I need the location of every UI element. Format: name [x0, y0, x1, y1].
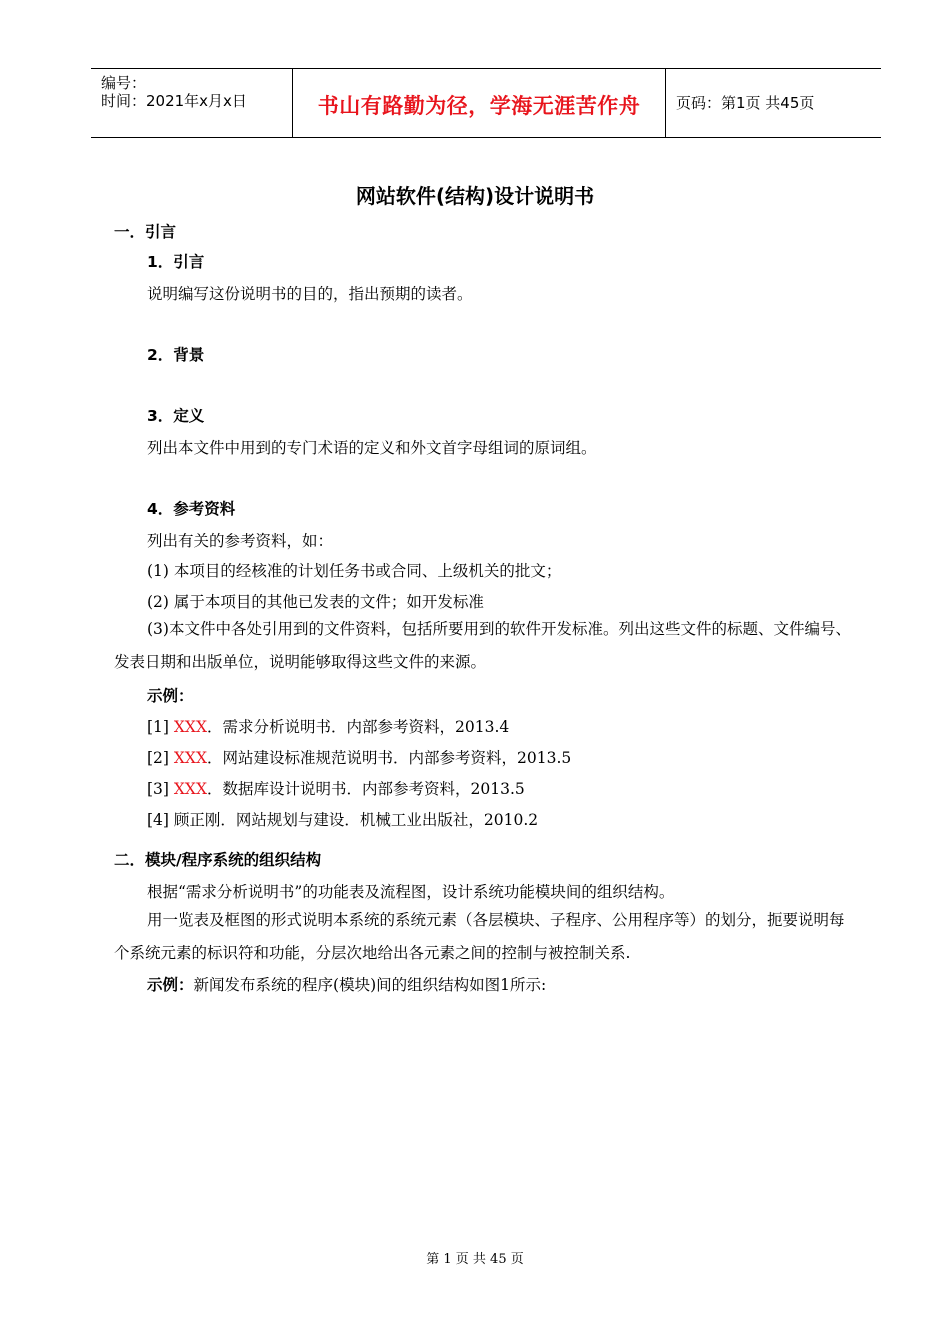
- ref-entry-4: [147, 808, 538, 830]
- ref-text: ．需求分析说明书．内部参考资料，2013.4: [207, 718, 510, 736]
- example-text: 新闻发布系统的程序(模块)间的组织结构如图1所示:: [193, 976, 547, 994]
- sub3-heading: 3．定义: [147, 407, 205, 425]
- header-page-code: 页码：第1页 共45页: [676, 94, 815, 112]
- example-label-1: 示例：: [147, 687, 194, 705]
- ref-author: XXX: [173, 718, 207, 736]
- ref-number: [1]: [147, 718, 174, 736]
- ref-text: ．网站建设标准规范说明书．内部参考资料，2013.5: [207, 749, 572, 767]
- ref-author: XXX: [173, 749, 207, 767]
- ref-entry-3: [147, 777, 525, 799]
- ref-number: [3]: [147, 780, 174, 798]
- sub4-intro: 列出有关的参考资料，如：: [147, 532, 334, 550]
- header-info-cell: [91, 69, 293, 137]
- ref-number: [4]: [147, 811, 174, 829]
- ref-entry-2: [147, 746, 571, 768]
- document-title: 网站软件(结构)设计说明书: [355, 184, 595, 208]
- section2-example: [147, 973, 546, 995]
- reference-item-1: (1) 本项目的经核准的计划任务书或合同、上级机关的批文；: [147, 562, 562, 580]
- header-motto: 书山有路勤为径，学海无涯苦作舟: [317, 94, 641, 118]
- sub4-heading: 4．参考资料: [147, 500, 236, 518]
- sub3-body: 列出本文件中用到的专门术语的定义和外文首字母组词的原词组。: [147, 439, 597, 457]
- sub2-heading: 2．背景: [147, 346, 205, 364]
- sub1-body: 说明编写这份说明书的目的，指出预期的读者。: [147, 285, 473, 303]
- header-motto-cell: [293, 69, 666, 137]
- time-label: 时间：2021年x月x日: [101, 92, 247, 110]
- ref-text: ．数据库设计说明书．内部参考资料，2013.5: [207, 780, 525, 798]
- page-header: [91, 68, 881, 138]
- sub1-heading: 1．引言: [147, 253, 205, 271]
- reference-item-3: (3)本文件中各处引用到的文件资料，包括所要用到的软件开发标准。列出这些文件的标题、文件编号、发表日期和出版单位，说明能够取得这些文件的来源。: [114, 620, 851, 671]
- reference-item-2: (2) 属于本项目的其他已发表的文件；如开发标准: [147, 593, 484, 611]
- section2-para1: 根据“需求分析说明书”的功能表及流程图，设计系统功能模块间的组织结构。: [147, 883, 675, 901]
- section1-heading: 一．引言: [114, 223, 177, 241]
- ref-entry-1: [147, 715, 509, 737]
- header-page-cell: [666, 69, 881, 137]
- section2-heading: 二．模块/程序系统的组织结构: [114, 851, 322, 869]
- ref-number: [2]: [147, 749, 174, 767]
- section2-para2: 用一览表及框图的形式说明本系统的系统元素（各层模块、子程序、公用程序等）的划分，扼要说明每个系统元素的标识符和功能，分层次地给出各元素之间的控制与被控制关系.: [114, 911, 845, 962]
- ref-author: XXX: [173, 780, 207, 798]
- ref-text: 顾正刚．网站规划与建设．机械工业出版社，2010.2: [173, 811, 539, 829]
- serial-label: 编号：: [101, 74, 147, 92]
- example-label-2: 示例：: [147, 976, 194, 994]
- page-footer: 第 1 页 共 45 页: [426, 1252, 524, 1267]
